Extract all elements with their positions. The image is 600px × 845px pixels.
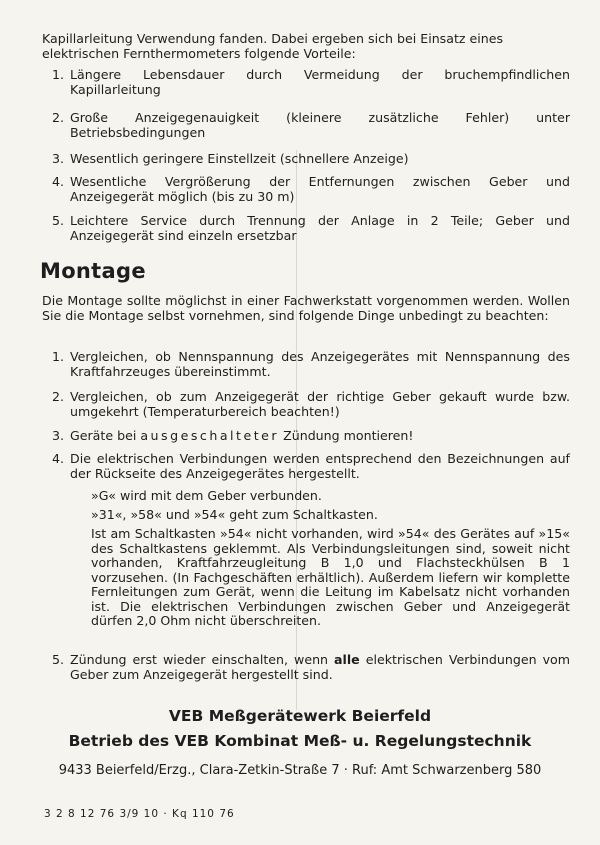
montage-step-2: 2. Vergleichen, ob zum Anzeigegerät der richtige Geber gekauft wurde bzw. umgekehrt (Temperaturbereich beachten!)	[52, 389, 570, 419]
company-name: VEB Meßgerätewerk Beierfeld	[168, 707, 432, 725]
intro-line-1: Kapillarleitung Verwendung fanden. Dabei ergeben sich bei Einsatz eines	[42, 31, 504, 46]
company-address: 9433 Beierfeld/Erzg., Clara-Zetkin-Straße 7 · Ruf: Amt Schwarzenberg 580	[58, 763, 542, 778]
step-text: Vergleichen, ob zum Anzeigegerät der richtige Geber gekauft wurde bzw. umgekehrt (Temperaturbereich beachten!)	[70, 389, 570, 419]
intro-paragraph	[42, 32, 570, 61]
advantage-text: Große Anzeigegenauigkeit (kleinere zusätzliche Fehler) unter Betriebsbedingungen	[70, 110, 570, 140]
step4-g-line: »G« wird mit dem Geber verbunden.	[91, 488, 322, 503]
montage-step-4: 4. Die elektrischen Verbindungen werden entsprechend den Bezeichnungen auf der Rückseite des Anzeigegerätes hergestellt.	[52, 451, 570, 481]
step-text: Die elektrischen Verbindungen werden entsprechend den Bezeichnungen auf der Rückseite des Anzeigegerätes hergestellt.	[70, 451, 570, 481]
advantage-item-5: 5. Leichtere Service durch Trennung der Anlage in 2 Teile; Geber und Anzeigegerät sind einzeln ersetzbar	[52, 213, 570, 243]
emphasis-spaced: ausgeschalteter	[140, 428, 280, 443]
montage-step-5: 5. Zündung erst wieder einschalten, wenn alle elektrischen Verbindungen vom Geber zum Anzeigegerät hergestellt sind.	[52, 652, 570, 682]
advantage-item-1: 1. Längere Lebensdauer durch Vermeidung der bruchempfindlichen Kapillarleitung	[52, 67, 570, 97]
advantage-item-2: 2. Große Anzeigegenauigkeit (kleinere zusätzliche Fehler) unter Betriebsbedingungen	[52, 110, 570, 140]
montage-step-3: 3. Geräte bei ausgeschalteter Zündung montieren!	[52, 428, 414, 443]
step4-details: Ist am Schaltkasten »54« nicht vorhanden, wird »54« des Gerätes auf »15« des Schaltkastens geklemmt. Als Verbindungsleitungen sind, soweit nicht vorhanden, Kraftfahrzeugleitung B 1,0 und Flachsteckhülsen B 1 vorzusehen. (In Fachgeschäften erhältlich). Außerdem liefern wir komplette Fernleitungen zum Gerät, wenn die Leitung im Kabelsatz nicht vorhanden ist. Die elektrischen Verbindungen zwischen Geber und Anzeigegerät dürfen 2,0 Ohm nicht überschreiten.	[91, 526, 570, 628]
emphasis-bold: alle	[334, 652, 360, 667]
montage-step-1: 1. Vergleichen, ob Nennspannung des Anzeigegerätes mit Nennspannung des Kraftfahrzeuges übereinstimmt.	[52, 349, 570, 379]
montage-intro: Die Montage sollte möglichst in einer Fachwerkstatt vorgenommen werden. Wollen Sie die Montage selbst vornehmen, sind folgende Dinge unbedingt zu beachten:	[42, 293, 570, 323]
intro-line-2: elektrischen Fernthermometers folgende Vorteile:	[42, 45, 356, 61]
advantage-item-3: 3. Wesentlich geringere Einstellzeit (schnellere Anzeige)	[52, 151, 409, 166]
parent-company: Betrieb des VEB Kombinat Meß- u. Regelungstechnik	[68, 732, 532, 750]
print-code: 3 2 8 12 76 3/9 10 · Kq 110 76	[44, 808, 235, 820]
advantage-text: Wesentlich geringere Einstellzeit (schnellere Anzeige)	[70, 151, 409, 166]
advantage-text: Leichtere Service durch Trennung der Anlage in 2 Teile; Geber und Anzeigegerät sind einzeln ersetzbar	[70, 213, 570, 243]
step-text: Vergleichen, ob Nennspannung des Anzeigegerätes mit Nennspannung des Kraftfahrzeuges übereinstimmt.	[70, 349, 570, 379]
montage-heading: Montage	[40, 259, 146, 283]
step4-terminals-line: »31«, »58« und »54« geht zum Schaltkasten.	[91, 507, 378, 522]
advantage-text: Wesentliche Vergrößerung der Entfernungen zwischen Geber und Anzeigegerät möglich (bis zu 30 m)	[70, 174, 570, 204]
advantage-item-4: 4. Wesentliche Vergrößerung der Entfernungen zwischen Geber und Anzeigegerät möglich (bis zu 30 m)	[52, 174, 570, 204]
advantage-text: Längere Lebensdauer durch Vermeidung der bruchempfindlichen Kapillarleitung	[70, 67, 570, 97]
